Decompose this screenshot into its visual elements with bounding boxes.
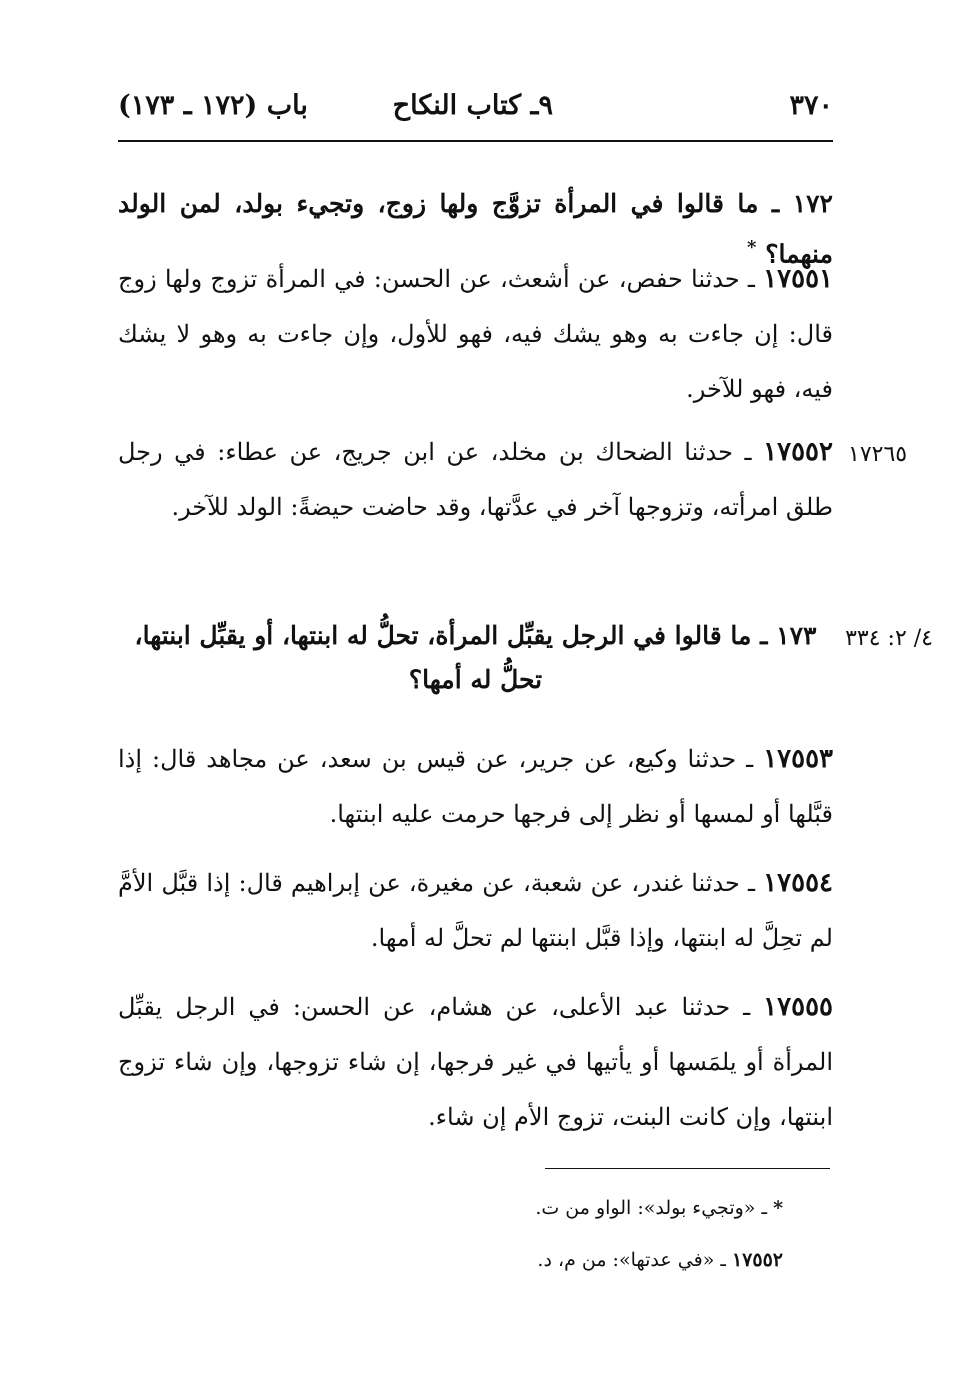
- page-number: ٣٧٠: [789, 90, 833, 121]
- hadith-number: ١٧٥٥١: [763, 264, 833, 294]
- hadith-17555: [118, 980, 833, 1145]
- chapter-range: باب (١٧٢ ـ ١٧٣): [118, 90, 308, 121]
- hadith-17552: [118, 425, 833, 535]
- hadith-17554: [118, 856, 833, 966]
- hadith-number: ١٧٥٥٤: [763, 868, 833, 898]
- chapter-173-title: [118, 614, 833, 702]
- footnote-text: ـ «وتجيء بولد»: الواو من ت.: [535, 1197, 768, 1219]
- hadith-text: ـ حدثنا الضحاك بن مخلد، عن ابن جريج، عن عطاء: في رجل طلق امرأته، وتزوجها آخر في عدَّتها، وقد حاضت حيضةً: الولد للآخر.: [118, 438, 833, 521]
- footnote-rule: [545, 1168, 830, 1169]
- footnote-2: [118, 1245, 783, 1275]
- hadith-number: ١٧٥٥٢: [763, 437, 833, 467]
- footnote-marker: *: [747, 237, 757, 258]
- book-title: ٩ـ كتاب النكاح: [392, 90, 553, 121]
- header-rule: [118, 140, 833, 142]
- chapter-title-text: ١٧٢ ـ ما قالوا في المرأة تزوَّج ولها زوج، وتجيء بولد، لمن الولد منهما؟: [118, 189, 833, 269]
- footnote-marker: ١٧٥٥٢: [731, 1249, 783, 1271]
- footnote-text: ـ «في عدتها»: من م، د.: [537, 1249, 726, 1271]
- page-header: [118, 90, 833, 130]
- hadith-text: ـ حدثنا عبد الأعلى، عن هشام، عن الحسن: في الرجل يقبِّل المرأة أو يلمَسها أو يأتيها في غير فرجها، إن شاء تزوجها، وإن شاء تزوج ابنتها، وإن كانت البنت، تزوج الأم إن شاء.: [118, 993, 833, 1131]
- margin-reference: ١٧٢٦٥: [848, 442, 908, 467]
- chapter-title-text: ١٧٣ ـ ما قالوا في الرجل يقبِّل المرأة، تحلُّ له ابنتها، أو يقبِّل ابنتها، تحلُّ له أمها؟: [134, 621, 817, 694]
- hadith-number: ١٧٥٥٥: [763, 992, 833, 1022]
- hadith-text: ـ حدثنا وكيع، عن جرير، عن قيس بن سعد، عن مجاهد قال: إذا قبَّلها أو لمسها أو نظر إلى فرجها حرمت عليه ابنتها.: [118, 745, 833, 828]
- hadith-17553: [118, 732, 833, 842]
- hadith-text: ـ حدثنا حفص، عن أشعث، عن الحسن: في المرأة تزوج ولها زوج قال: إن جاءت به وهو يشك فيه، فهو للأول، وإن جاءت به وهو لا يشك فيه، فهو للآخر.: [118, 265, 833, 403]
- margin-reference: ٤/ ٢: ٣٣٤: [845, 626, 933, 651]
- footnote-marker: *: [773, 1197, 783, 1219]
- hadith-text: ـ حدثنا غندر، عن شعبة، عن مغيرة، عن إبراهيم قال: إذا قبَّل الأمَّ لم تحِلَّ له ابنتها، وإذا قبَّل ابنتها لم تحلَّ له أمها.: [118, 869, 833, 952]
- hadith-17551: [118, 252, 833, 417]
- hadith-number: ١٧٥٥٣: [763, 744, 834, 774]
- footnote-1: [118, 1193, 783, 1223]
